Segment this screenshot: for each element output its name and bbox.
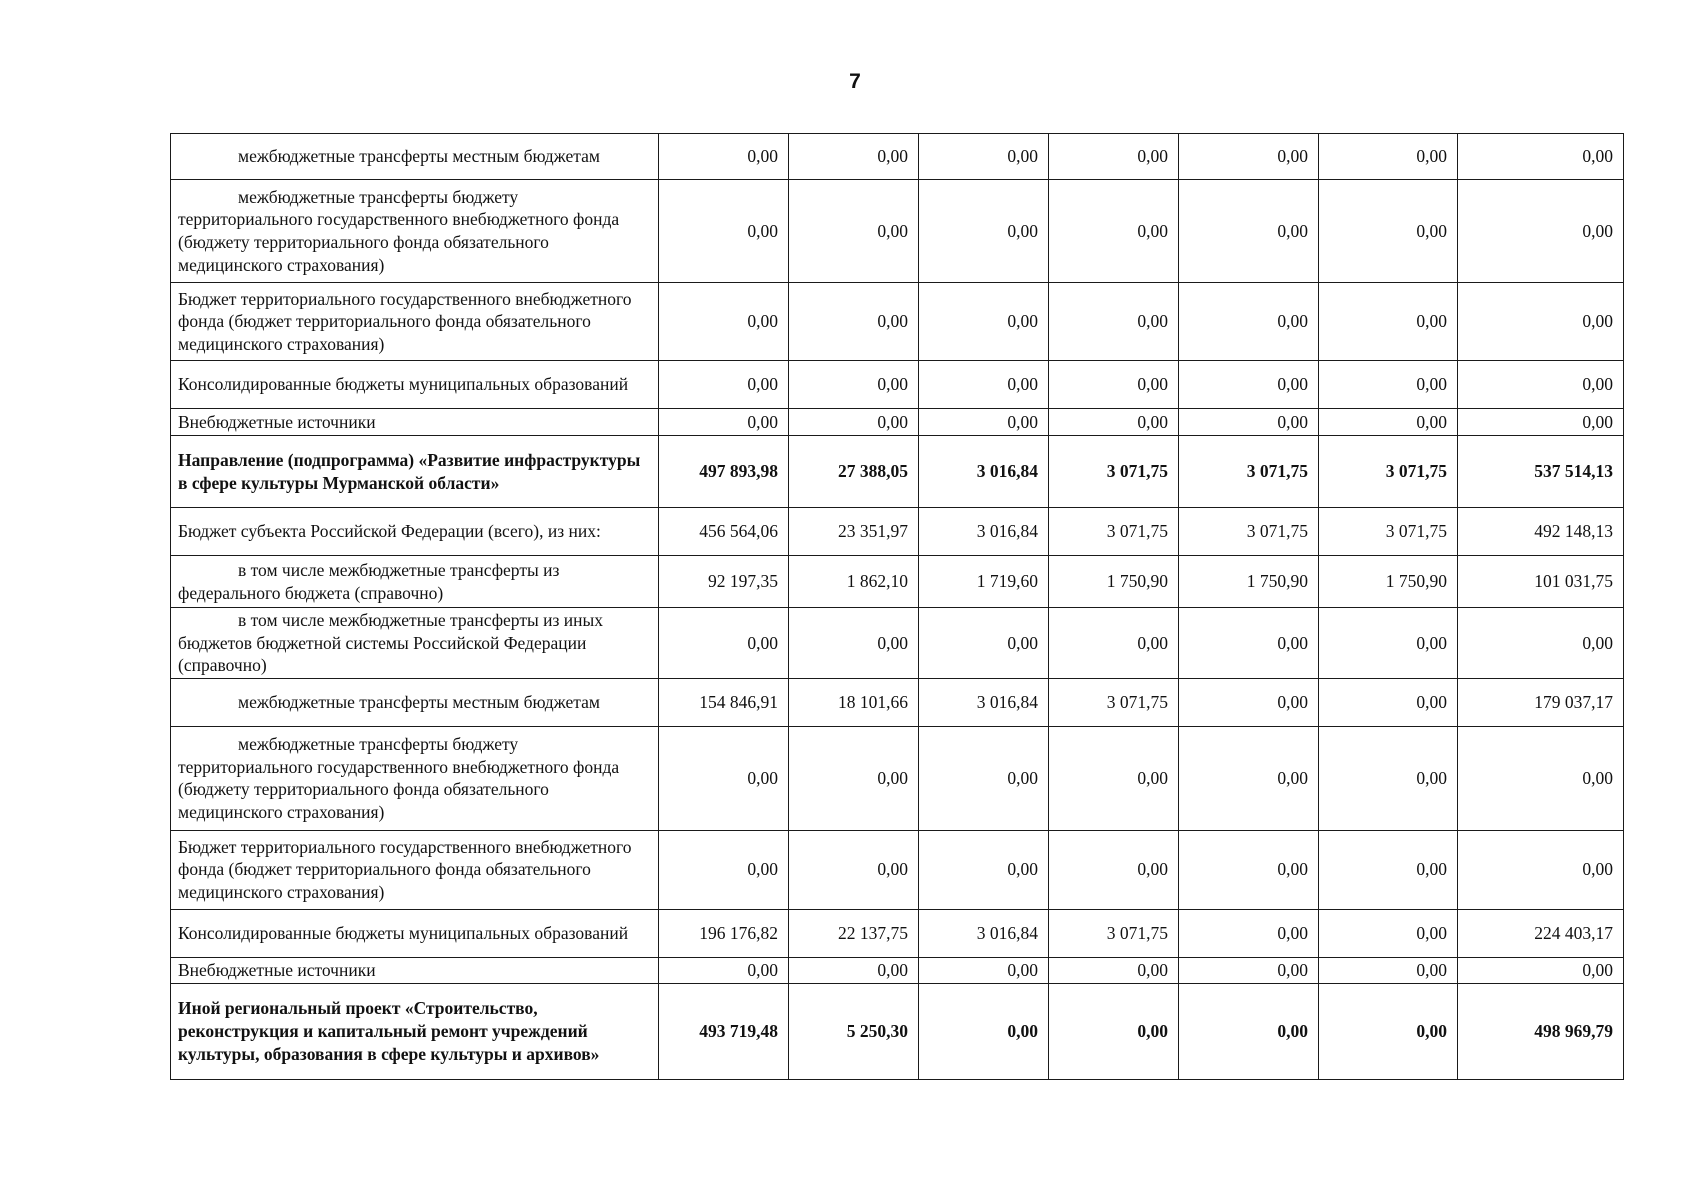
value-cell: 493 719,48	[659, 983, 789, 1079]
budget-table	[170, 133, 1624, 1080]
value-cell: 3 016,84	[919, 678, 1049, 726]
value-cell: 0,00	[919, 180, 1049, 283]
row-label-cell	[171, 678, 659, 726]
value-cell: 3 016,84	[919, 508, 1049, 556]
value-cell: 0,00	[1319, 608, 1458, 679]
value-cell: 0,00	[1049, 957, 1179, 983]
value-cell: 0,00	[919, 409, 1049, 436]
value-cell: 3 071,75	[1049, 678, 1179, 726]
value-cell: 0,00	[1319, 180, 1458, 283]
row-label: в том числе межбюджетные трансферты из иных бюджетов бюджетной системы Российской Федерации (справочно)	[178, 610, 603, 676]
table-row	[171, 508, 1624, 556]
row-label: межбюджетные трансферты бюджету территориального государственного внебюджетного фонда (бюджету территориального фонда обязательного медицинского страхования)	[178, 734, 620, 822]
value-cell: 0,00	[1179, 983, 1319, 1079]
row-label: Консолидированные бюджеты муниципальных образований	[178, 374, 629, 395]
value-cell: 27 388,05	[789, 436, 919, 508]
value-cell: 0,00	[1049, 134, 1179, 180]
row-label: межбюджетные трансферты местным бюджетам	[238, 691, 600, 712]
value-cell: 0,00	[919, 830, 1049, 909]
value-cell: 5 250,30	[789, 983, 919, 1079]
row-label: в том числе межбюджетные трансферты из федерального бюджета (справочно)	[178, 559, 560, 603]
value-cell: 0,00	[789, 608, 919, 679]
value-cell: 0,00	[659, 134, 789, 180]
value-cell: 0,00	[659, 180, 789, 283]
value-cell: 179 037,17	[1458, 678, 1624, 726]
value-cell: 0,00	[919, 134, 1049, 180]
row-label: Консолидированные бюджеты муниципальных образований	[178, 922, 629, 943]
value-cell: 0,00	[1179, 909, 1319, 957]
table-row	[171, 556, 1624, 608]
value-cell: 0,00	[659, 361, 789, 409]
value-cell: 0,00	[1458, 361, 1624, 409]
value-cell: 0,00	[1319, 726, 1458, 830]
value-cell: 0,00	[1049, 608, 1179, 679]
value-cell: 0,00	[659, 409, 789, 436]
page-number: 7	[849, 70, 861, 93]
value-cell: 0,00	[1319, 678, 1458, 726]
row-label: межбюджетные трансферты местным бюджетам	[238, 146, 600, 167]
value-cell: 497 893,98	[659, 436, 789, 508]
value-cell: 0,00	[1458, 608, 1624, 679]
value-cell: 0,00	[1319, 283, 1458, 361]
value-cell: 0,00	[1049, 830, 1179, 909]
value-cell: 0,00	[1179, 830, 1319, 909]
value-cell: 154 846,91	[659, 678, 789, 726]
value-cell: 0,00	[659, 283, 789, 361]
table-row	[171, 436, 1624, 508]
value-cell: 1 719,60	[919, 556, 1049, 608]
row-label-cell	[171, 983, 659, 1079]
row-label-cell	[171, 508, 659, 556]
row-label: Направление (подпрограмма) «Развитие инфраструктуры в сфере культуры Мурманской области»	[178, 449, 641, 493]
value-cell: 1 750,90	[1049, 556, 1179, 608]
value-cell: 0,00	[659, 957, 789, 983]
value-cell: 0,00	[1319, 830, 1458, 909]
value-cell: 0,00	[1319, 983, 1458, 1079]
value-cell: 101 031,75	[1458, 556, 1624, 608]
value-cell: 0,00	[659, 608, 789, 679]
value-cell: 0,00	[919, 983, 1049, 1079]
row-label-cell	[171, 134, 659, 180]
row-label: Внебюджетные источники	[178, 411, 376, 432]
value-cell: 0,00	[919, 726, 1049, 830]
table-row	[171, 409, 1624, 436]
table-row	[171, 361, 1624, 409]
row-label-cell	[171, 830, 659, 909]
value-cell: 3 071,75	[1049, 436, 1179, 508]
value-cell: 3 071,75	[1179, 508, 1319, 556]
value-cell: 3 071,75	[1179, 436, 1319, 508]
value-cell: 492 148,13	[1458, 508, 1624, 556]
value-cell: 3 071,75	[1049, 909, 1179, 957]
value-cell: 0,00	[1319, 957, 1458, 983]
table-row	[171, 909, 1624, 957]
value-cell: 0,00	[1049, 409, 1179, 436]
row-label-cell	[171, 283, 659, 361]
value-cell: 0,00	[1049, 726, 1179, 830]
row-label: Внебюджетные источники	[178, 959, 376, 980]
value-cell: 0,00	[789, 830, 919, 909]
value-cell: 0,00	[1319, 909, 1458, 957]
value-cell: 0,00	[1458, 957, 1624, 983]
value-cell: 1 750,90	[1179, 556, 1319, 608]
value-cell: 0,00	[1458, 409, 1624, 436]
value-cell: 0,00	[1458, 134, 1624, 180]
table-row	[171, 134, 1624, 180]
table-row	[171, 983, 1624, 1079]
value-cell: 537 514,13	[1458, 436, 1624, 508]
value-cell: 0,00	[789, 409, 919, 436]
value-cell: 0,00	[659, 726, 789, 830]
value-cell: 0,00	[1458, 726, 1624, 830]
value-cell: 0,00	[919, 957, 1049, 983]
value-cell: 0,00	[1319, 361, 1458, 409]
row-label-cell	[171, 957, 659, 983]
value-cell: 224 403,17	[1458, 909, 1624, 957]
value-cell: 0,00	[1179, 180, 1319, 283]
table-row	[171, 726, 1624, 830]
value-cell: 0,00	[1049, 361, 1179, 409]
value-cell: 0,00	[1319, 134, 1458, 180]
table-row	[171, 180, 1624, 283]
value-cell: 3 016,84	[919, 436, 1049, 508]
value-cell: 0,00	[1458, 180, 1624, 283]
row-label-cell	[171, 361, 659, 409]
value-cell: 0,00	[919, 608, 1049, 679]
value-cell: 0,00	[789, 361, 919, 409]
value-cell: 0,00	[1049, 283, 1179, 361]
value-cell: 0,00	[1049, 180, 1179, 283]
value-cell: 0,00	[1179, 409, 1319, 436]
value-cell: 0,00	[1179, 134, 1319, 180]
value-cell: 0,00	[789, 726, 919, 830]
value-cell: 0,00	[789, 134, 919, 180]
value-cell: 0,00	[1049, 983, 1179, 1079]
row-label: Иной региональный проект «Строительство, реконструкция и капитальный ремонт учреждений культуры, образования в сфере культуры и архивов»	[178, 998, 600, 1064]
value-cell: 0,00	[789, 283, 919, 361]
budget-table-body	[171, 134, 1624, 1080]
value-cell: 18 101,66	[789, 678, 919, 726]
value-cell: 3 016,84	[919, 909, 1049, 957]
value-cell: 0,00	[1458, 830, 1624, 909]
row-label: Бюджет территориального государственного внебюджетного фонда (бюджет территориального фонда обязательного медицинского страхования)	[178, 836, 632, 903]
value-cell: 0,00	[1179, 957, 1319, 983]
value-cell: 22 137,75	[789, 909, 919, 957]
value-cell: 0,00	[659, 830, 789, 909]
value-cell: 0,00	[919, 283, 1049, 361]
value-cell: 0,00	[1179, 608, 1319, 679]
value-cell: 0,00	[1179, 361, 1319, 409]
value-cell: 0,00	[1179, 726, 1319, 830]
value-cell: 0,00	[789, 180, 919, 283]
value-cell: 1 862,10	[789, 556, 919, 608]
value-cell: 3 071,75	[1319, 436, 1458, 508]
row-label-cell	[171, 180, 659, 283]
value-cell: 23 351,97	[789, 508, 919, 556]
value-cell: 3 071,75	[1049, 508, 1179, 556]
value-cell: 0,00	[789, 957, 919, 983]
value-cell: 196 176,82	[659, 909, 789, 957]
value-cell: 0,00	[1458, 283, 1624, 361]
table-row	[171, 957, 1624, 983]
value-cell: 0,00	[1179, 678, 1319, 726]
value-cell: 0,00	[1179, 283, 1319, 361]
row-label-cell	[171, 436, 659, 508]
value-cell: 1 750,90	[1319, 556, 1458, 608]
value-cell: 0,00	[919, 361, 1049, 409]
row-label: Бюджет субъекта Российской Федерации (всего), из них:	[178, 521, 601, 542]
table-row	[171, 830, 1624, 909]
value-cell: 456 564,06	[659, 508, 789, 556]
value-cell: 3 071,75	[1319, 508, 1458, 556]
value-cell: 0,00	[1319, 409, 1458, 436]
table-row	[171, 283, 1624, 361]
table-row	[171, 608, 1624, 679]
table-row	[171, 678, 1624, 726]
value-cell: 498 969,79	[1458, 983, 1624, 1079]
row-label: Бюджет территориального государственного внебюджетного фонда (бюджет территориального фонда обязательного медицинского страхования)	[178, 288, 632, 354]
row-label-cell	[171, 909, 659, 957]
value-cell: 92 197,35	[659, 556, 789, 608]
row-label: межбюджетные трансферты бюджету территориального государственного внебюджетного фонда (бюджету территориального фонда обязательного медицинского страхования)	[178, 186, 620, 275]
row-label-cell	[171, 726, 659, 830]
row-label-cell	[171, 556, 659, 608]
row-label-cell	[171, 608, 659, 679]
row-label-cell	[171, 409, 659, 436]
